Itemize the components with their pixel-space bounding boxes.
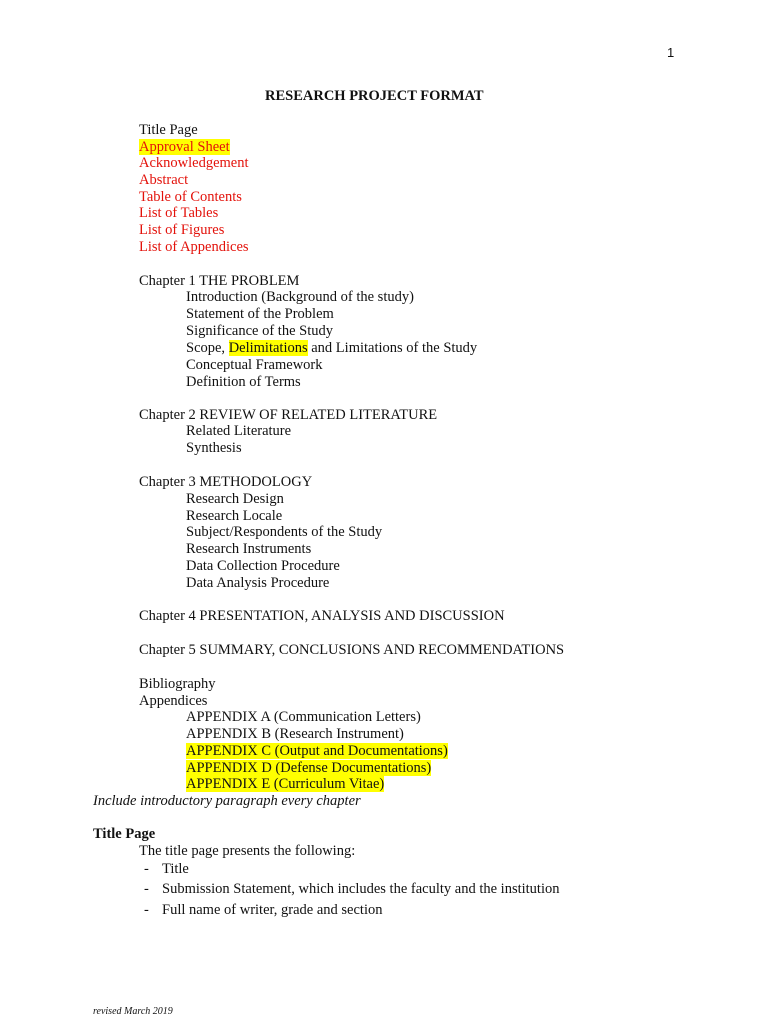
page-title: RESEARCH PROJECT FORMAT: [265, 88, 484, 104]
bibliography: Bibliography: [139, 676, 216, 692]
appendix-item-highlighted: APPENDIX E (Curriculum Vitae): [186, 776, 385, 792]
chapter-3-item: Data Analysis Procedure: [186, 575, 330, 591]
chapter-3-item: Subject/Respondents of the Study: [186, 524, 383, 540]
front-matter-list-of-appendices: List of Appendices: [139, 239, 249, 255]
chapter-3-heading: Chapter 3 METHODOLOGY: [139, 474, 313, 490]
title-page-bullet: - Submission Statement, which includes the faculty and the institution: [144, 881, 560, 897]
title-page-section-heading: Title Page: [93, 826, 156, 842]
chapter-3-item: Data Collection Procedure: [186, 558, 340, 574]
chapter-5-heading: Chapter 5 SUMMARY, CONCLUSIONS AND RECOMMENDATIONS: [139, 642, 565, 658]
chapter-1-scope-item: [186, 340, 477, 357]
front-matter-acknowledgement: Acknowledgement: [139, 155, 249, 171]
delimitations-highlight: Delimitations: [228, 340, 308, 356]
chapter-1-item: Significance of the Study: [186, 323, 333, 339]
chapter-note: Include introductory paragraph every chapter: [93, 793, 361, 809]
front-matter-title-page: Title Page: [139, 122, 198, 138]
chapter-2-heading: Chapter 2 REVIEW OF RELATED LITERATURE: [139, 407, 438, 423]
title-page-bullet: - Title: [144, 861, 189, 877]
footer-revision-note: revised March 2019: [93, 1006, 173, 1017]
chapter-4-heading: Chapter 4 PRESENTATION, ANALYSIS AND DISCUSSION: [139, 608, 505, 624]
chapter-1-item: Definition of Terms: [186, 374, 301, 390]
chapter-3-item: Research Locale: [186, 508, 283, 524]
chapter-2-item: Synthesis: [186, 440, 242, 456]
chapter-1-heading: Chapter 1 THE PROBLEM: [139, 273, 300, 289]
front-matter-approval-sheet: Approval Sheet: [139, 139, 230, 155]
front-matter-list-of-tables: List of Tables: [139, 205, 219, 221]
chapter-1-item: Introduction (Background of the study): [186, 289, 414, 305]
chapter-1-item: Statement of the Problem: [186, 306, 334, 322]
front-matter-table-of-contents: Table of Contents: [139, 189, 242, 205]
scope-prefix: Scope,: [186, 340, 229, 356]
title-page-bullet: - Full name of writer, grade and section: [144, 902, 383, 918]
appendix-item: APPENDIX A (Communication Letters): [186, 709, 421, 725]
chapter-3-item: Research Design: [186, 491, 284, 507]
scope-suffix: and Limitations of the Study: [307, 340, 478, 356]
appendices-heading: Appendices: [139, 693, 208, 709]
chapter-3-item: Research Instruments: [186, 541, 312, 557]
appendix-item-highlighted: APPENDIX D (Defense Documentations): [186, 760, 432, 776]
chapter-1-item: Conceptual Framework: [186, 357, 323, 373]
front-matter-list-of-figures: List of Figures: [139, 222, 225, 238]
chapter-2-item: Related Literature: [186, 423, 292, 439]
title-page-section-intro: The title page presents the following:: [139, 843, 356, 859]
appendix-item: APPENDIX B (Research Instrument): [186, 726, 404, 742]
front-matter-abstract: Abstract: [139, 172, 189, 188]
appendix-item-highlighted: APPENDIX C (Output and Documentations): [186, 743, 448, 759]
page-number: 1: [667, 45, 675, 60]
